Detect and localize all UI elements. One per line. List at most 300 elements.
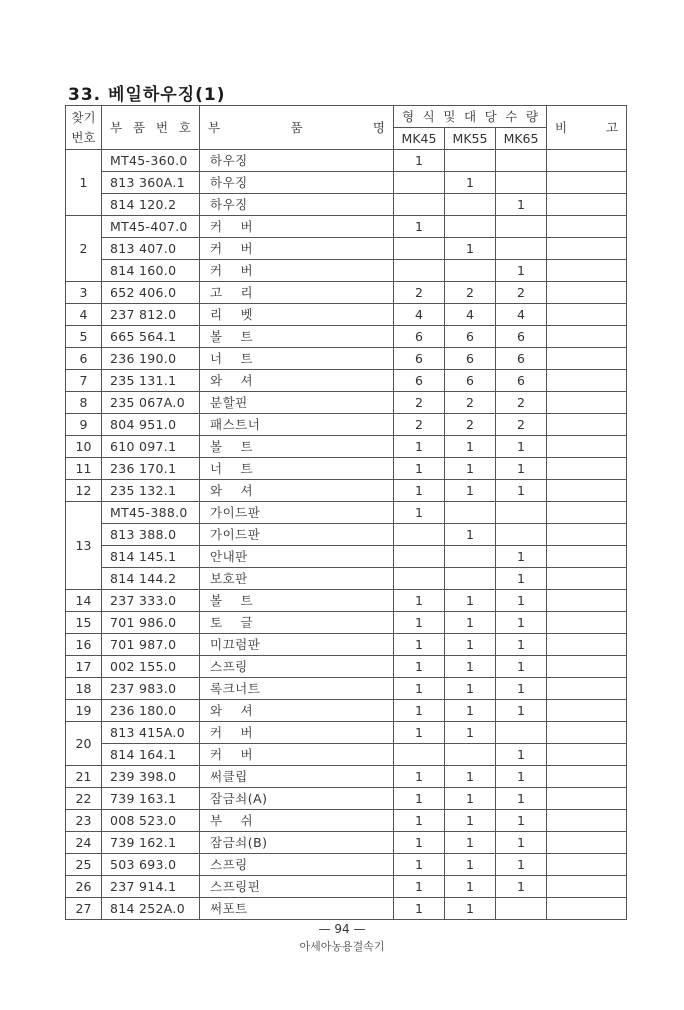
remarks-cell <box>547 392 627 414</box>
find-number: 17 <box>66 656 102 678</box>
qty-mk55: 1 <box>445 590 496 612</box>
part-name: 커 버 <box>200 722 394 744</box>
header-model-mk45: MK45 <box>394 128 445 150</box>
qty-mk65: 6 <box>496 348 547 370</box>
qty-mk45: 1 <box>394 722 445 744</box>
qty-mk45: 1 <box>394 788 445 810</box>
remarks-cell <box>547 810 627 832</box>
qty-mk65: 2 <box>496 414 547 436</box>
qty-mk55: 6 <box>445 348 496 370</box>
remarks-cell <box>547 722 627 744</box>
header-model-mk65: MK65 <box>496 128 547 150</box>
qty-mk45: 2 <box>394 392 445 414</box>
qty-mk45 <box>394 238 445 260</box>
part-number: 237 914.1 <box>102 876 200 898</box>
qty-mk55 <box>445 568 496 590</box>
remarks-cell <box>547 282 627 304</box>
part-number: 813 407.0 <box>102 238 200 260</box>
qty-mk55: 1 <box>445 172 496 194</box>
qty-mk45: 2 <box>394 414 445 436</box>
part-number: 237 333.0 <box>102 590 200 612</box>
remarks-cell <box>547 326 627 348</box>
find-number: 7 <box>66 370 102 392</box>
part-number: 814 252A.0 <box>102 898 200 920</box>
qty-mk65: 1 <box>496 744 547 766</box>
qty-mk55: 1 <box>445 612 496 634</box>
part-name: 스프링 <box>200 854 394 876</box>
remarks-cell <box>547 788 627 810</box>
part-number: 804 951.0 <box>102 414 200 436</box>
qty-mk55: 2 <box>445 414 496 436</box>
qty-mk65 <box>496 502 547 524</box>
table-row <box>66 810 627 832</box>
find-number: 24 <box>66 832 102 854</box>
header-part-number-char: 호 <box>178 119 191 135</box>
part-name: 잠금쇠(B) <box>200 832 394 854</box>
part-number: 236 190.0 <box>102 348 200 370</box>
header-part-name-char: 품 <box>290 119 303 135</box>
part-number: 503 693.0 <box>102 854 200 876</box>
part-name: 볼 트 <box>200 590 394 612</box>
remarks-cell <box>547 414 627 436</box>
header-find-no-line1: 찾기 <box>71 109 96 125</box>
header-part-name-text <box>200 118 393 138</box>
qty-mk65 <box>496 898 547 920</box>
find-number: 16 <box>66 634 102 656</box>
qty-mk55 <box>445 260 496 282</box>
publisher-name: 아세아농용결속기 <box>299 940 385 953</box>
qty-mk55: 1 <box>445 766 496 788</box>
qty-mk55: 1 <box>445 810 496 832</box>
qty-mk45: 1 <box>394 590 445 612</box>
remarks-cell <box>547 502 627 524</box>
qty-mk45 <box>394 744 445 766</box>
remarks-cell <box>547 524 627 546</box>
remarks-cell <box>547 898 627 920</box>
qty-mk45: 1 <box>394 436 445 458</box>
qty-mk55: 1 <box>445 436 496 458</box>
part-number: 739 163.1 <box>102 788 200 810</box>
table-row <box>66 876 627 898</box>
qty-mk55: 1 <box>445 876 496 898</box>
part-number: 235 132.1 <box>102 480 200 502</box>
remarks-cell <box>547 634 627 656</box>
qty-mk55: 1 <box>445 854 496 876</box>
part-name: 잠금쇠(A) <box>200 788 394 810</box>
qty-mk65 <box>496 524 547 546</box>
table-row <box>66 854 627 876</box>
qty-mk55: 1 <box>445 238 496 260</box>
qty-mk55 <box>445 502 496 524</box>
table-row <box>66 700 627 722</box>
qty-mk65: 1 <box>496 260 547 282</box>
find-number: 18 <box>66 678 102 700</box>
part-number: 239 398.0 <box>102 766 200 788</box>
table-row <box>66 502 627 524</box>
part-name: 써클립 <box>200 766 394 788</box>
header-quantity-group-char: 식 <box>422 108 435 124</box>
qty-mk65: 1 <box>496 810 547 832</box>
qty-mk45: 1 <box>394 854 445 876</box>
qty-mk45: 1 <box>394 678 445 700</box>
part-number: 610 097.1 <box>102 436 200 458</box>
remarks-cell <box>547 854 627 876</box>
part-name: 보호판 <box>200 568 394 590</box>
part-name: 커 버 <box>200 216 394 238</box>
table-row <box>66 238 627 260</box>
part-number: 236 170.1 <box>102 458 200 480</box>
find-number: 22 <box>66 788 102 810</box>
table-row <box>66 766 627 788</box>
table-row <box>66 612 627 634</box>
table-row <box>66 678 627 700</box>
remarks-cell <box>547 238 627 260</box>
part-number: 002 155.0 <box>102 656 200 678</box>
header-part-number <box>102 106 200 150</box>
qty-mk65: 1 <box>496 788 547 810</box>
remarks-cell <box>547 766 627 788</box>
qty-mk45: 6 <box>394 348 445 370</box>
qty-mk45: 6 <box>394 326 445 348</box>
qty-mk45: 1 <box>394 634 445 656</box>
qty-mk55: 1 <box>445 898 496 920</box>
part-number: 652 406.0 <box>102 282 200 304</box>
table-row <box>66 634 627 656</box>
header-quantity-group-char: 및 <box>443 108 456 124</box>
remarks-cell <box>547 260 627 282</box>
find-number: 6 <box>66 348 102 370</box>
remarks-cell <box>547 546 627 568</box>
remarks-cell <box>547 590 627 612</box>
qty-mk65: 1 <box>496 766 547 788</box>
qty-mk55: 1 <box>445 480 496 502</box>
header-part-name-char: 명 <box>372 119 385 135</box>
part-name: 와 셔 <box>200 700 394 722</box>
qty-mk45 <box>394 260 445 282</box>
remarks-cell <box>547 744 627 766</box>
part-number: 814 145.1 <box>102 546 200 568</box>
qty-mk65: 2 <box>496 282 547 304</box>
part-number: 701 986.0 <box>102 612 200 634</box>
table-row <box>66 898 627 920</box>
qty-mk45: 1 <box>394 898 445 920</box>
part-name: 록크너트 <box>200 678 394 700</box>
find-number: 1 <box>66 150 102 216</box>
qty-mk65: 4 <box>496 304 547 326</box>
table-row <box>66 722 627 744</box>
qty-mk65: 1 <box>496 634 547 656</box>
qty-mk55: 2 <box>445 282 496 304</box>
header-row <box>66 106 627 128</box>
qty-mk55: 1 <box>445 524 496 546</box>
qty-mk55 <box>445 194 496 216</box>
qty-mk45 <box>394 568 445 590</box>
part-name: 패스트너 <box>200 414 394 436</box>
qty-mk65: 1 <box>496 700 547 722</box>
table-row <box>66 744 627 766</box>
part-name: 너 트 <box>200 458 394 480</box>
qty-mk65: 1 <box>496 612 547 634</box>
remarks-cell <box>547 370 627 392</box>
qty-mk65: 6 <box>496 370 547 392</box>
remarks-cell <box>547 480 627 502</box>
part-number: 813 360A.1 <box>102 172 200 194</box>
header-find-no-line2: 번호 <box>71 129 96 145</box>
find-number: 12 <box>66 480 102 502</box>
qty-mk55 <box>445 150 496 172</box>
table-row <box>66 348 627 370</box>
qty-mk55: 6 <box>445 326 496 348</box>
qty-mk55: 2 <box>445 392 496 414</box>
part-name: 토 글 <box>200 612 394 634</box>
find-number: 23 <box>66 810 102 832</box>
header-quantity-group <box>394 106 547 128</box>
qty-mk65: 1 <box>496 656 547 678</box>
qty-mk45: 1 <box>394 480 445 502</box>
qty-mk55: 1 <box>445 634 496 656</box>
header-find-no <box>66 106 102 150</box>
qty-mk45: 1 <box>394 458 445 480</box>
qty-mk65: 1 <box>496 832 547 854</box>
qty-mk45: 1 <box>394 150 445 172</box>
qty-mk45 <box>394 546 445 568</box>
table-row <box>66 392 627 414</box>
qty-mk65 <box>496 172 547 194</box>
qty-mk45: 1 <box>394 876 445 898</box>
header-remarks <box>547 106 627 150</box>
find-number: 4 <box>66 304 102 326</box>
qty-mk45: 4 <box>394 304 445 326</box>
remarks-cell <box>547 612 627 634</box>
qty-mk55 <box>445 216 496 238</box>
header-remarks-char: 고 <box>605 119 619 135</box>
remarks-cell <box>547 458 627 480</box>
table-row <box>66 172 627 194</box>
part-number: 237 983.0 <box>102 678 200 700</box>
remarks-cell <box>547 700 627 722</box>
find-number: 9 <box>66 414 102 436</box>
table-row <box>66 150 627 172</box>
qty-mk65: 2 <box>496 392 547 414</box>
header-part-name-char: 부 <box>208 119 221 135</box>
remarks-cell <box>547 348 627 370</box>
header-remarks-char: 비 <box>555 119 568 135</box>
find-number: 14 <box>66 590 102 612</box>
qty-mk45: 1 <box>394 612 445 634</box>
qty-mk55: 1 <box>445 678 496 700</box>
part-number: MT45-360.0 <box>102 150 200 172</box>
table-row <box>66 260 627 282</box>
remarks-cell <box>547 832 627 854</box>
table-row <box>66 414 627 436</box>
qty-mk45: 1 <box>394 656 445 678</box>
find-number: 21 <box>66 766 102 788</box>
qty-mk65: 1 <box>496 436 547 458</box>
find-number: 26 <box>66 876 102 898</box>
header-quantity-group-char: 량 <box>525 108 539 124</box>
qty-mk45 <box>394 194 445 216</box>
remarks-cell <box>547 568 627 590</box>
qty-mk45: 1 <box>394 700 445 722</box>
find-number: 5 <box>66 326 102 348</box>
qty-mk65: 6 <box>496 326 547 348</box>
header-model-mk55: MK55 <box>445 128 496 150</box>
table-row <box>66 304 627 326</box>
part-number: MT45-407.0 <box>102 216 200 238</box>
part-name: 스프링핀 <box>200 876 394 898</box>
part-name: 분할핀 <box>200 392 394 414</box>
part-number: 814 120.2 <box>102 194 200 216</box>
find-number: 3 <box>66 282 102 304</box>
part-number: MT45-388.0 <box>102 502 200 524</box>
table-row <box>66 480 627 502</box>
qty-mk55: 1 <box>445 722 496 744</box>
part-name: 커 버 <box>200 238 394 260</box>
remarks-cell <box>547 656 627 678</box>
find-number: 25 <box>66 854 102 876</box>
header-quantity-group-text <box>394 107 546 127</box>
find-number: 11 <box>66 458 102 480</box>
remarks-cell <box>547 876 627 898</box>
qty-mk55 <box>445 546 496 568</box>
part-number: 814 144.2 <box>102 568 200 590</box>
table-row <box>66 194 627 216</box>
part-name: 하우징 <box>200 150 394 172</box>
part-name: 와 셔 <box>200 370 394 392</box>
table-row <box>66 590 627 612</box>
table-header <box>66 106 627 150</box>
qty-mk55: 1 <box>445 700 496 722</box>
table-body <box>66 150 627 920</box>
part-name: 스프링 <box>200 656 394 678</box>
qty-mk65 <box>496 722 547 744</box>
header-quantity-group-char: 대 <box>463 108 477 124</box>
part-name: 가이드판 <box>200 524 394 546</box>
part-number: 701 987.0 <box>102 634 200 656</box>
find-number: 10 <box>66 436 102 458</box>
qty-mk65: 1 <box>496 546 547 568</box>
qty-mk45: 1 <box>394 766 445 788</box>
part-number: 814 164.1 <box>102 744 200 766</box>
find-number: 13 <box>66 502 102 590</box>
header-part-number-text <box>102 118 199 138</box>
qty-mk65: 1 <box>496 590 547 612</box>
table-row <box>66 458 627 480</box>
remarks-cell <box>547 172 627 194</box>
qty-mk55: 1 <box>445 656 496 678</box>
header-quantity-group-char: 형 <box>402 108 415 124</box>
part-name: 볼 트 <box>200 326 394 348</box>
qty-mk65: 1 <box>496 854 547 876</box>
page-title: 33. 베일하우징(1) <box>68 85 226 105</box>
part-number: 665 564.1 <box>102 326 200 348</box>
part-name: 너 트 <box>200 348 394 370</box>
find-number: 2 <box>66 216 102 282</box>
part-name: 커 버 <box>200 744 394 766</box>
part-name: 안내판 <box>200 546 394 568</box>
part-name: 써포트 <box>200 898 394 920</box>
part-number: 814 160.0 <box>102 260 200 282</box>
table-row <box>66 832 627 854</box>
part-name: 하우징 <box>200 194 394 216</box>
qty-mk45: 1 <box>394 216 445 238</box>
qty-mk65: 1 <box>496 678 547 700</box>
header-quantity-group-char: 당 <box>484 108 497 124</box>
part-number: 236 180.0 <box>102 700 200 722</box>
find-number: 20 <box>66 722 102 766</box>
remarks-cell <box>547 304 627 326</box>
qty-mk45: 2 <box>394 282 445 304</box>
remarks-cell <box>547 216 627 238</box>
table-row <box>66 216 627 238</box>
table-row <box>66 370 627 392</box>
find-number: 15 <box>66 612 102 634</box>
remarks-cell <box>547 150 627 172</box>
qty-mk55: 1 <box>445 788 496 810</box>
part-name: 가이드판 <box>200 502 394 524</box>
part-number: 235 131.1 <box>102 370 200 392</box>
part-name: 고 리 <box>200 282 394 304</box>
qty-mk45 <box>394 524 445 546</box>
qty-mk65 <box>496 216 547 238</box>
part-name: 와 셔 <box>200 480 394 502</box>
qty-mk45: 1 <box>394 832 445 854</box>
remarks-cell <box>547 436 627 458</box>
header-part-number-char: 부 <box>110 119 123 135</box>
qty-mk65: 1 <box>496 568 547 590</box>
qty-mk65 <box>496 150 547 172</box>
qty-mk45: 1 <box>394 502 445 524</box>
qty-mk45 <box>394 172 445 194</box>
header-quantity-group-char: 수 <box>505 108 518 124</box>
table-row <box>66 524 627 546</box>
part-number: 237 812.0 <box>102 304 200 326</box>
qty-mk55: 6 <box>445 370 496 392</box>
qty-mk45: 6 <box>394 370 445 392</box>
page-number: — 94 — <box>318 922 366 936</box>
part-name: 리 벳 <box>200 304 394 326</box>
part-number: 813 388.0 <box>102 524 200 546</box>
header-part-name <box>200 106 394 150</box>
qty-mk55 <box>445 744 496 766</box>
table-row <box>66 568 627 590</box>
qty-mk55: 1 <box>445 458 496 480</box>
parts-table <box>65 105 627 920</box>
part-name: 하우징 <box>200 172 394 194</box>
part-name: 미끄럼판 <box>200 634 394 656</box>
find-number: 19 <box>66 700 102 722</box>
table-row <box>66 788 627 810</box>
part-number: 739 162.1 <box>102 832 200 854</box>
find-number: 27 <box>66 898 102 920</box>
header-part-number-char: 품 <box>132 119 146 135</box>
qty-mk65: 1 <box>496 480 547 502</box>
table-row <box>66 326 627 348</box>
table-row <box>66 282 627 304</box>
part-number: 813 415A.0 <box>102 722 200 744</box>
qty-mk55: 4 <box>445 304 496 326</box>
table-row <box>66 656 627 678</box>
qty-mk55: 1 <box>445 832 496 854</box>
remarks-cell <box>547 678 627 700</box>
header-remarks-text <box>547 118 626 138</box>
qty-mk65 <box>496 238 547 260</box>
qty-mk65: 1 <box>496 458 547 480</box>
part-name: 커 버 <box>200 260 394 282</box>
part-name: 볼 트 <box>200 436 394 458</box>
table-row <box>66 546 627 568</box>
part-number: 235 067A.0 <box>102 392 200 414</box>
